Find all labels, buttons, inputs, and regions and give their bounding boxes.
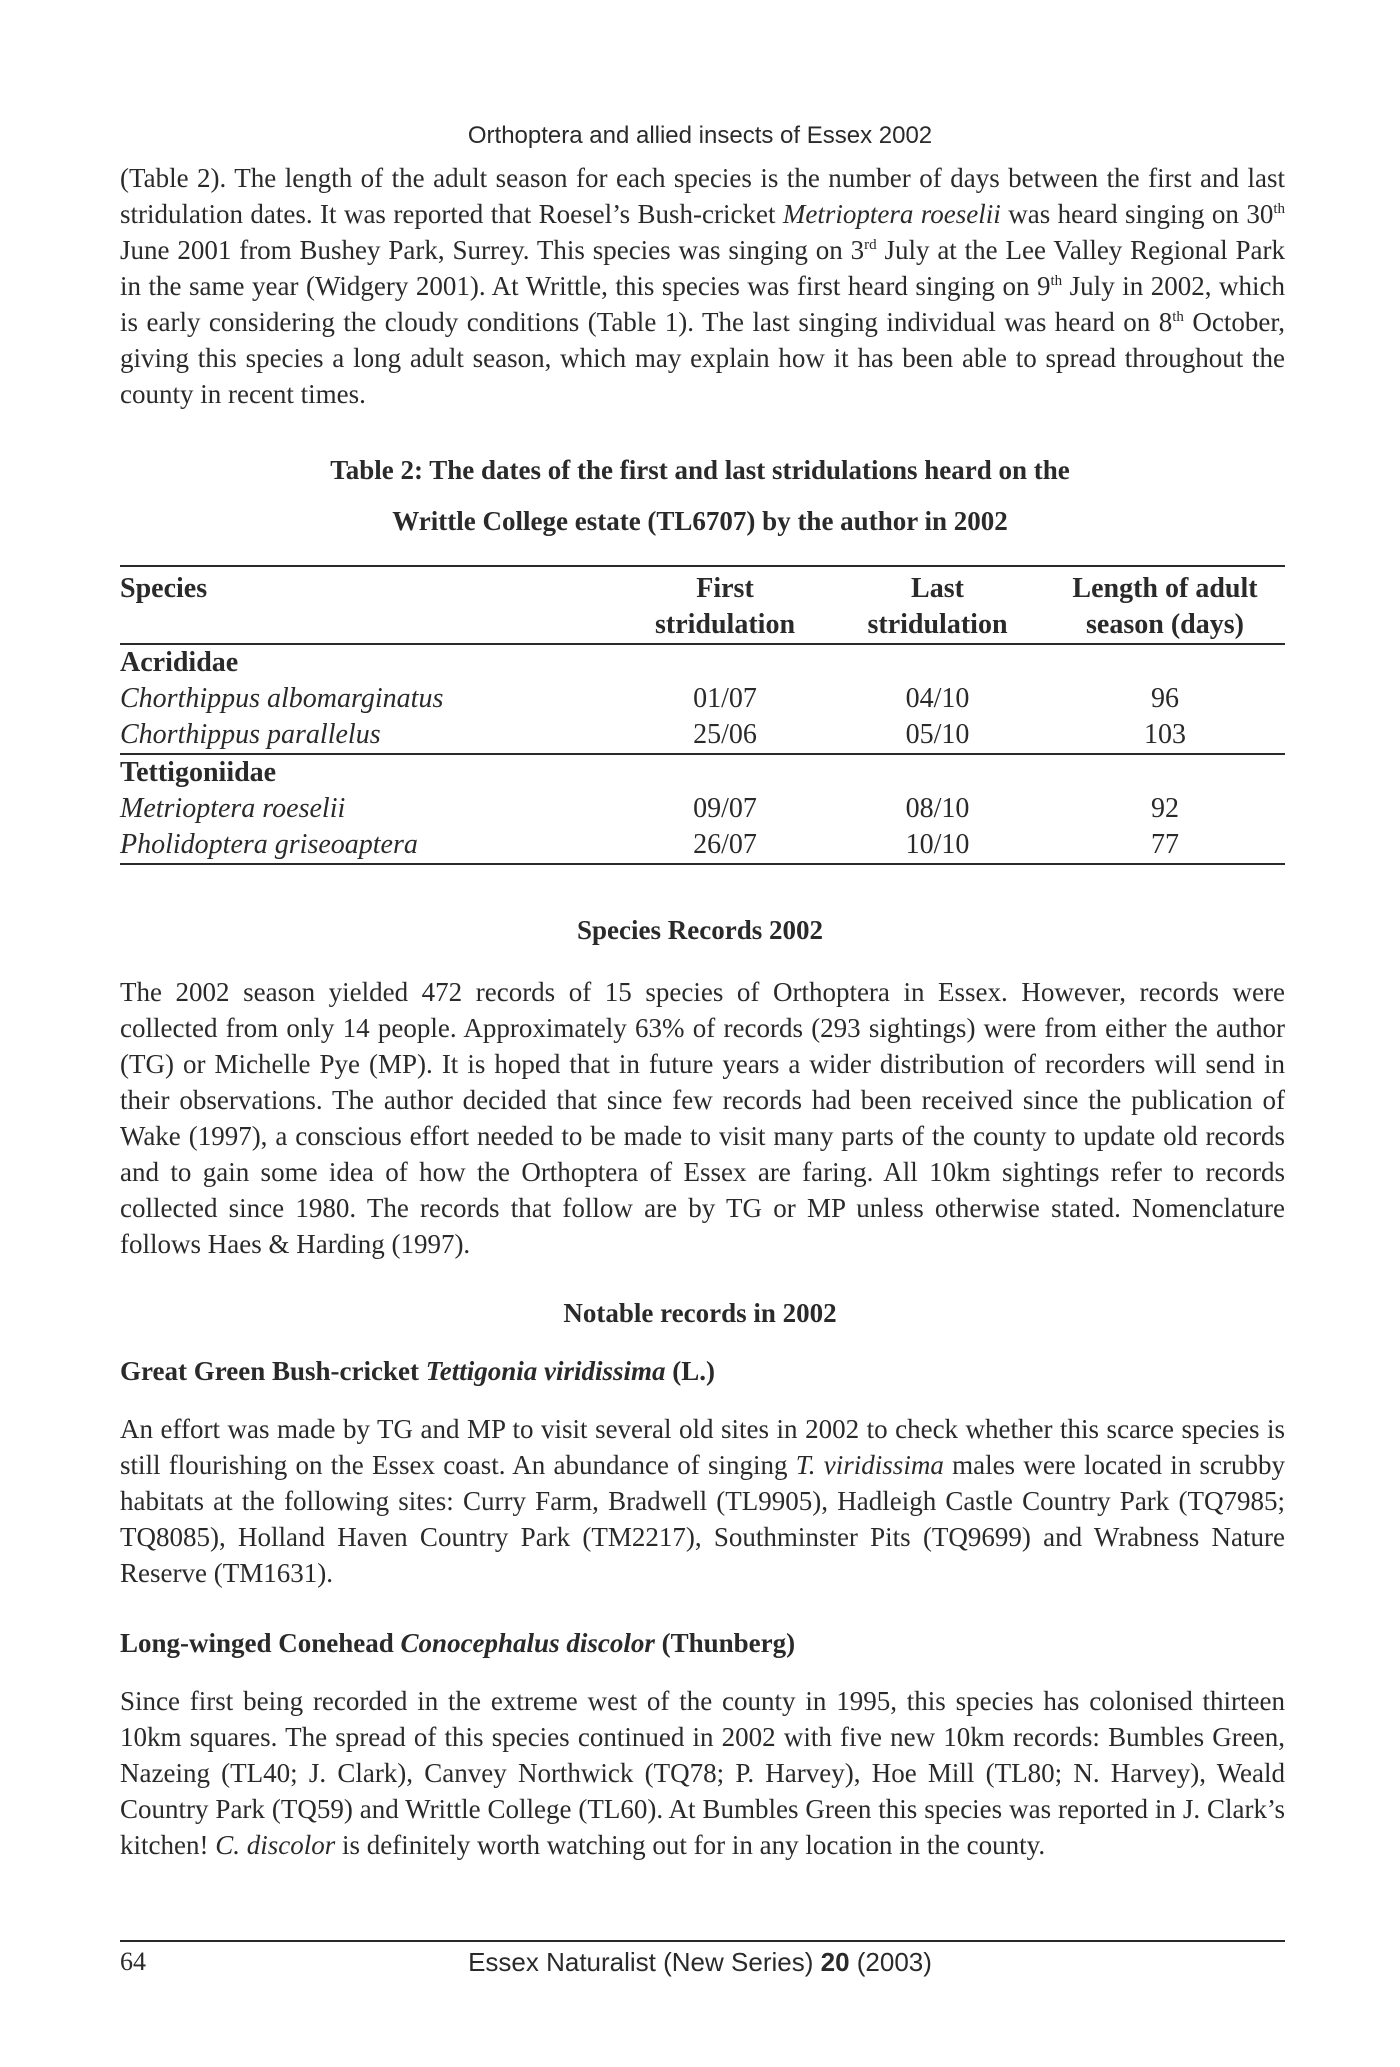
table-row xyxy=(120,827,1285,864)
header-species: Species xyxy=(120,566,620,644)
species-records-heading: Species Records 2002 xyxy=(577,915,823,945)
notable-records-heading: Notable records in 2002 xyxy=(563,1298,837,1328)
season-length-cell: 77 xyxy=(1045,827,1285,864)
season-length-cell: 96 xyxy=(1151,683,1179,714)
running-head: Orthoptera and allied insects of Essex 2002 xyxy=(467,122,933,149)
species-records-paragraph: The 2002 season yielded 472 records of 15 species of Orthoptera in Essex. However, records were collected from only 14 people. Approximately 63% of records (293 sightings) were from either the author (TG) or Michelle Pye (MP). It is hoped that in future years a wider distribution of recorders will send in their observations. The author decided that since few records had been received since the publication of Wake (1997), a conscious effort needed to be made to visit many parts of the county to update old records and to gain some idea of how the Orthoptera of Essex are faring. All 10km sightings refer to records collected since 1980. The records that follow are by TG or MP unless otherwise stated. Nomenclature follows Haes & Harding (1997). xyxy=(120,977,1285,1259)
taxon-author: (Thunberg) xyxy=(654,1628,796,1658)
last-date-cell: 04/10 xyxy=(905,683,970,714)
great-green-paragraph xyxy=(120,1411,1285,1591)
journal-citation xyxy=(0,1947,1400,1978)
table-row xyxy=(120,717,1285,754)
intro-text: October, giving this species a long adult season, which may explain how it has been able to spread throughout the county in recent times. xyxy=(120,307,1285,409)
intro-text: June 2001 from Bushey Park, Surrey. This species was singing on 3 xyxy=(120,235,865,265)
species-name: C. discolor xyxy=(215,1830,336,1860)
latin-name: Conocephalus discolor xyxy=(400,1628,655,1658)
intro-text: July in 2002, which is early considering the cloudy conditions (Table 1). The last singing individual was heard on 8 xyxy=(120,271,1285,337)
taxon-author: (L.) xyxy=(665,1356,715,1386)
species-name: Metrioptera roeselii xyxy=(782,199,1001,229)
species-cell: Chorthippus parallelus xyxy=(120,717,620,754)
table-row xyxy=(120,681,1285,717)
first-date-cell: 01/07 xyxy=(693,683,757,714)
intro-text: (Table 2). The length of the adult season for each species is the number of days between the first and last stridulation dates. It was reported that Roesel’s Bush-cricket xyxy=(120,163,1285,229)
intro-paragraph xyxy=(120,160,1285,412)
species-cell: Pholidoptera griseoaptera xyxy=(120,827,620,864)
season-length-cell: 103 xyxy=(1045,717,1285,754)
common-name: Great Green Bush-cricket xyxy=(120,1356,426,1386)
first-date-cell: 26/07 xyxy=(620,827,830,864)
body-text: males were located in scrubby habitats at the following sites: Curry Farm, Bradwell (TL9905), Hadleigh Castle Country Park (TQ7985; TQ8085), Holland Haven Country Park (TM2217), Southminster Pits (TQ9699) and Wrabness Nature Reserve (TM1631). xyxy=(120,1450,1286,1588)
conehead-heading xyxy=(120,1628,795,1659)
family-name: Acrididae xyxy=(120,647,239,678)
first-date-cell: 09/07 xyxy=(693,793,757,824)
family-name: Tettigoniidae xyxy=(120,757,277,788)
family-row xyxy=(120,754,1285,791)
table-header-row xyxy=(120,566,1285,644)
volume-number: 20 xyxy=(820,1947,850,1977)
last-date-cell: 08/10 xyxy=(905,793,970,824)
first-date-cell: 25/06 xyxy=(620,717,830,754)
ordinal-suffix: th xyxy=(1273,201,1285,217)
season-length-cell: 92 xyxy=(1151,793,1179,824)
footer-rule xyxy=(120,1940,1285,1942)
family-row xyxy=(120,644,1285,681)
body-text: Since first being recorded in the extreme west of the county in 1995, this species has colonised thirteen 10km squares. The spread of this species continued in 2002 with five new 10km records: Bumbles Green, Nazeing (TL40; J. Clark), Canvey Northwick (TQ78; P. Harvey), Hoe Mill (TL80; N. Harvey), Weald Country Park (TQ59) and Writtle College (TL60). At Bumbles Green this species was reported in J. Clark’s kitchen! xyxy=(120,1686,1285,1860)
species-cell: Metrioptera roeselii xyxy=(120,793,346,824)
ordinal-suffix: rd xyxy=(864,237,877,253)
header-last-stridulation: Last stridulation xyxy=(830,566,1045,644)
header-first-stridulation: First stridulation xyxy=(620,566,830,644)
latin-name: Tettigonia viridissima xyxy=(425,1356,666,1386)
last-date-cell: 05/10 xyxy=(830,717,1045,754)
conehead-paragraph xyxy=(120,1683,1285,1863)
ordinal-suffix: th xyxy=(1050,273,1063,289)
intro-text: was heard singing on 30 xyxy=(1000,199,1274,229)
species-name: T. viridissima xyxy=(795,1450,944,1480)
ordinal-suffix: th xyxy=(1172,309,1184,325)
journal-year: (2003) xyxy=(849,1947,932,1977)
last-date-cell: 10/10 xyxy=(830,827,1045,864)
table-caption-line-2: Writtle College estate (TL6707) by the author in 2002 xyxy=(392,506,1008,536)
body-text: An effort was made by TG and MP to visit several old sites in 2002 to check whether this scarce species is still flourishing on the Essex coast. An abundance of singing xyxy=(120,1414,1285,1480)
table-row xyxy=(120,791,1285,827)
journal-name: Essex Naturalist (New Series) xyxy=(468,1947,821,1977)
common-name: Long-winged Conehead xyxy=(120,1628,401,1658)
page-number: 64 xyxy=(120,1947,146,1976)
intro-text: July at the Lee Valley Regional Park in the same year (Widgery 2001). At Writtle, this species was first heard singing on 9 xyxy=(120,235,1285,301)
body-text: is definitely worth watching out for in any location in the county. xyxy=(335,1830,1046,1860)
great-green-heading xyxy=(120,1356,715,1387)
header-season-length: Length of adult season (days) xyxy=(1045,566,1285,644)
species-cell: Chorthippus albomarginatus xyxy=(120,683,444,714)
stridulation-table xyxy=(120,565,1285,865)
table-caption-line-1: Table 2: The dates of the first and last stridulations heard on the xyxy=(330,455,1070,485)
